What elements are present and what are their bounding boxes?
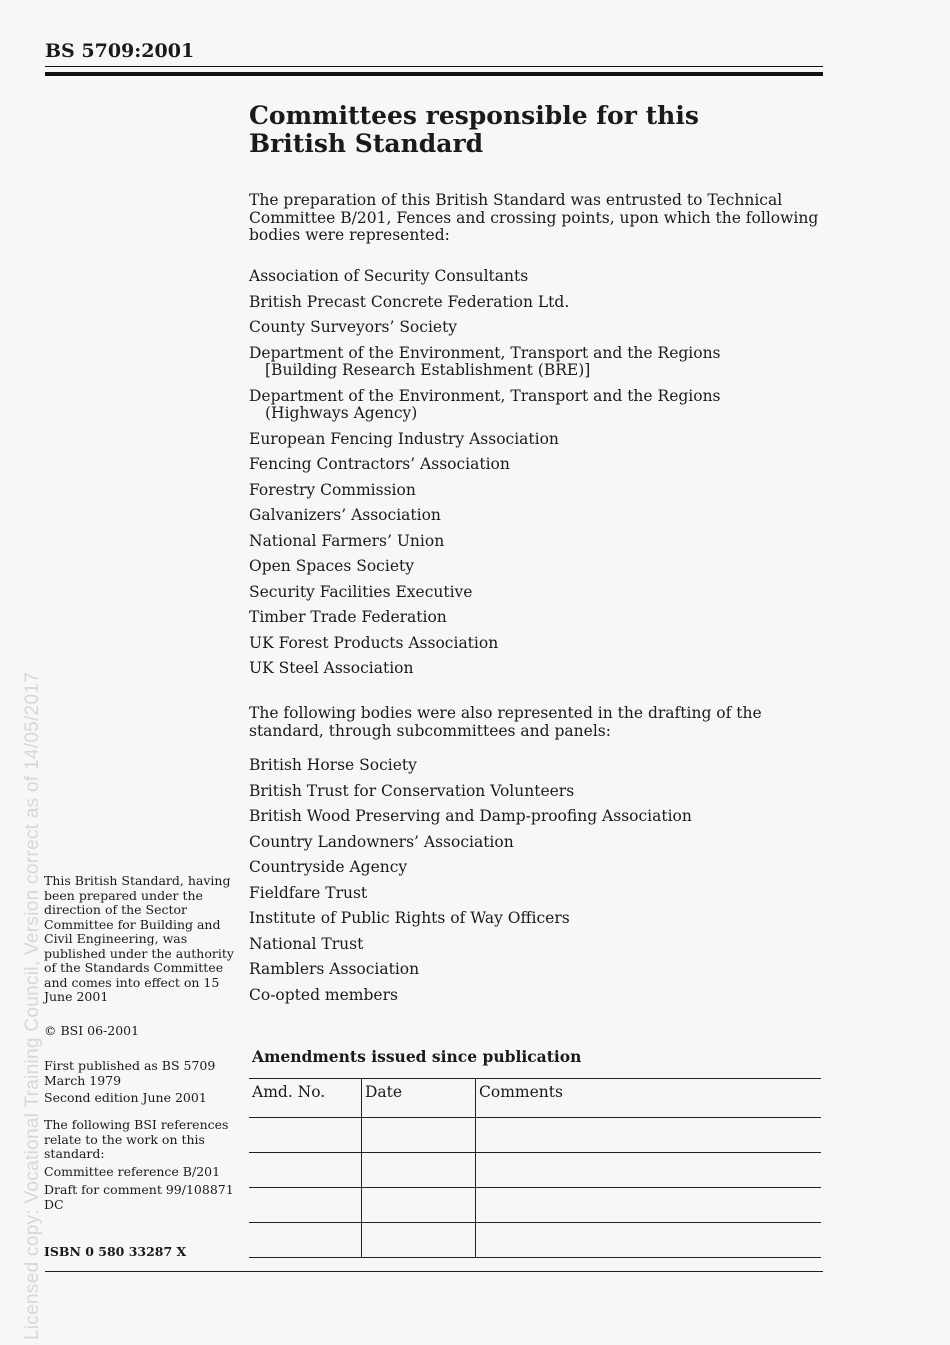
committee-bodies-list: [249, 268, 829, 686]
table-cell: [362, 1153, 476, 1188]
page-title: [249, 102, 809, 158]
page-title-line-2: British Standard: [249, 129, 484, 158]
list-item: Country Landowners’ Association: [249, 832, 514, 851]
list-item: National Farmers’ Union: [249, 531, 445, 550]
table-cell: [476, 1223, 822, 1258]
list-item: Forestry Commission: [249, 480, 416, 499]
table-cell: [476, 1118, 822, 1153]
header-rule-thin: [45, 66, 823, 67]
list-item: Countryside Agency: [249, 858, 408, 876]
table-cell: [362, 1223, 476, 1258]
amendments-table: [249, 1078, 821, 1258]
list-item: Ramblers Association: [249, 960, 420, 978]
list-item: British Horse Society: [249, 756, 417, 774]
amendments-title: Amendments issued since publication: [252, 1047, 582, 1066]
publication-note: This British Standard, having been prepared under the direction of the Sector Committee for Building and Civil Engineering, was published under the authority of the Standards Committee and comes into effect on 15 June 2001: [44, 873, 234, 1004]
list-item: British Wood Preserving and Damp-proofing Association: [249, 807, 692, 825]
column-header-comments: Comments: [476, 1079, 822, 1118]
list-item: British Trust for Conservation Volunteers: [249, 781, 575, 800]
committee-intro: The preparation of this British Standard was entrusted to Technical Committee B/201, Fences and crossing points, upon which the following bodies were represented:: [249, 191, 819, 244]
column-header-date: Date: [362, 1079, 476, 1118]
table-header-row: [249, 1079, 821, 1118]
table-cell: [249, 1188, 362, 1223]
list-item: Timber Trade Federation: [249, 608, 447, 626]
column-header-amd-no: Amd. No.: [252, 1083, 326, 1101]
isbn: ISBN 0 580 33287 X: [44, 1244, 187, 1259]
list-item: British Precast Concrete Federation Ltd.: [249, 292, 570, 311]
list-item: Fencing Contractors’ Association: [249, 455, 510, 473]
subcommittee-bodies-list: [249, 757, 829, 1012]
list-item: Institute of Public Rights of Way Officers: [249, 909, 570, 927]
list-item: Fieldfare Trust: [249, 883, 368, 902]
list-item: UK Steel Association: [249, 659, 414, 677]
committee-reference: Committee reference B/201: [44, 1164, 221, 1179]
list-item: Department of the Environment, Transport and the Regions (Highways Agency): [249, 386, 721, 422]
table-row: [249, 1153, 821, 1188]
list-item: Department of the Environment, Transport and the Regions [Building Research Establishment (BRE)]: [249, 343, 721, 379]
header-rule-thick: [45, 72, 823, 76]
list-item: County Surveyors’ Society: [249, 318, 458, 336]
list-item: Association of Security Consultants: [249, 267, 529, 285]
table-cell: [476, 1188, 822, 1223]
list-item: Open Spaces Society: [249, 557, 414, 575]
standard-number: BS 5709:2001: [45, 40, 195, 62]
table-cell: [249, 1118, 362, 1153]
second-edition-note: Second edition June 2001: [44, 1090, 207, 1105]
table-cell: [476, 1153, 822, 1188]
list-item: National Trust: [249, 934, 364, 953]
list-item: UK Forest Products Association: [249, 633, 499, 652]
draft-reference: Draft for comment 99/108871 DC: [44, 1182, 234, 1212]
first-published-note: First published as BS 5709 March 1979: [44, 1058, 216, 1088]
references-intro: The following BSI references relate to the work on this standard:: [44, 1117, 229, 1161]
footer-rule: [45, 1271, 823, 1272]
table-cell: [362, 1188, 476, 1223]
subcommittee-intro: The following bodies were also represented in the drafting of the standard, through subcommittees and panels:: [249, 704, 762, 740]
table-row: [249, 1188, 821, 1223]
table-row: [249, 1118, 821, 1153]
license-watermark: Licensed copy: Vocational Training Council, Version correct as of 14/05/2017: [22, 671, 43, 1340]
list-item: Co-opted members: [249, 985, 398, 1004]
list-item: Galvanizers’ Association: [249, 506, 441, 524]
table-cell: [362, 1118, 476, 1153]
page-title-line-1: Committees responsible for this: [249, 101, 699, 130]
list-item: Security Facilities Executive: [249, 582, 473, 601]
table-cell: [249, 1153, 362, 1188]
copyright-notice: © BSI 06-2001: [44, 1023, 140, 1038]
list-item: European Fencing Industry Association: [249, 429, 559, 448]
table-row: [249, 1223, 821, 1258]
table-cell: [249, 1223, 362, 1258]
